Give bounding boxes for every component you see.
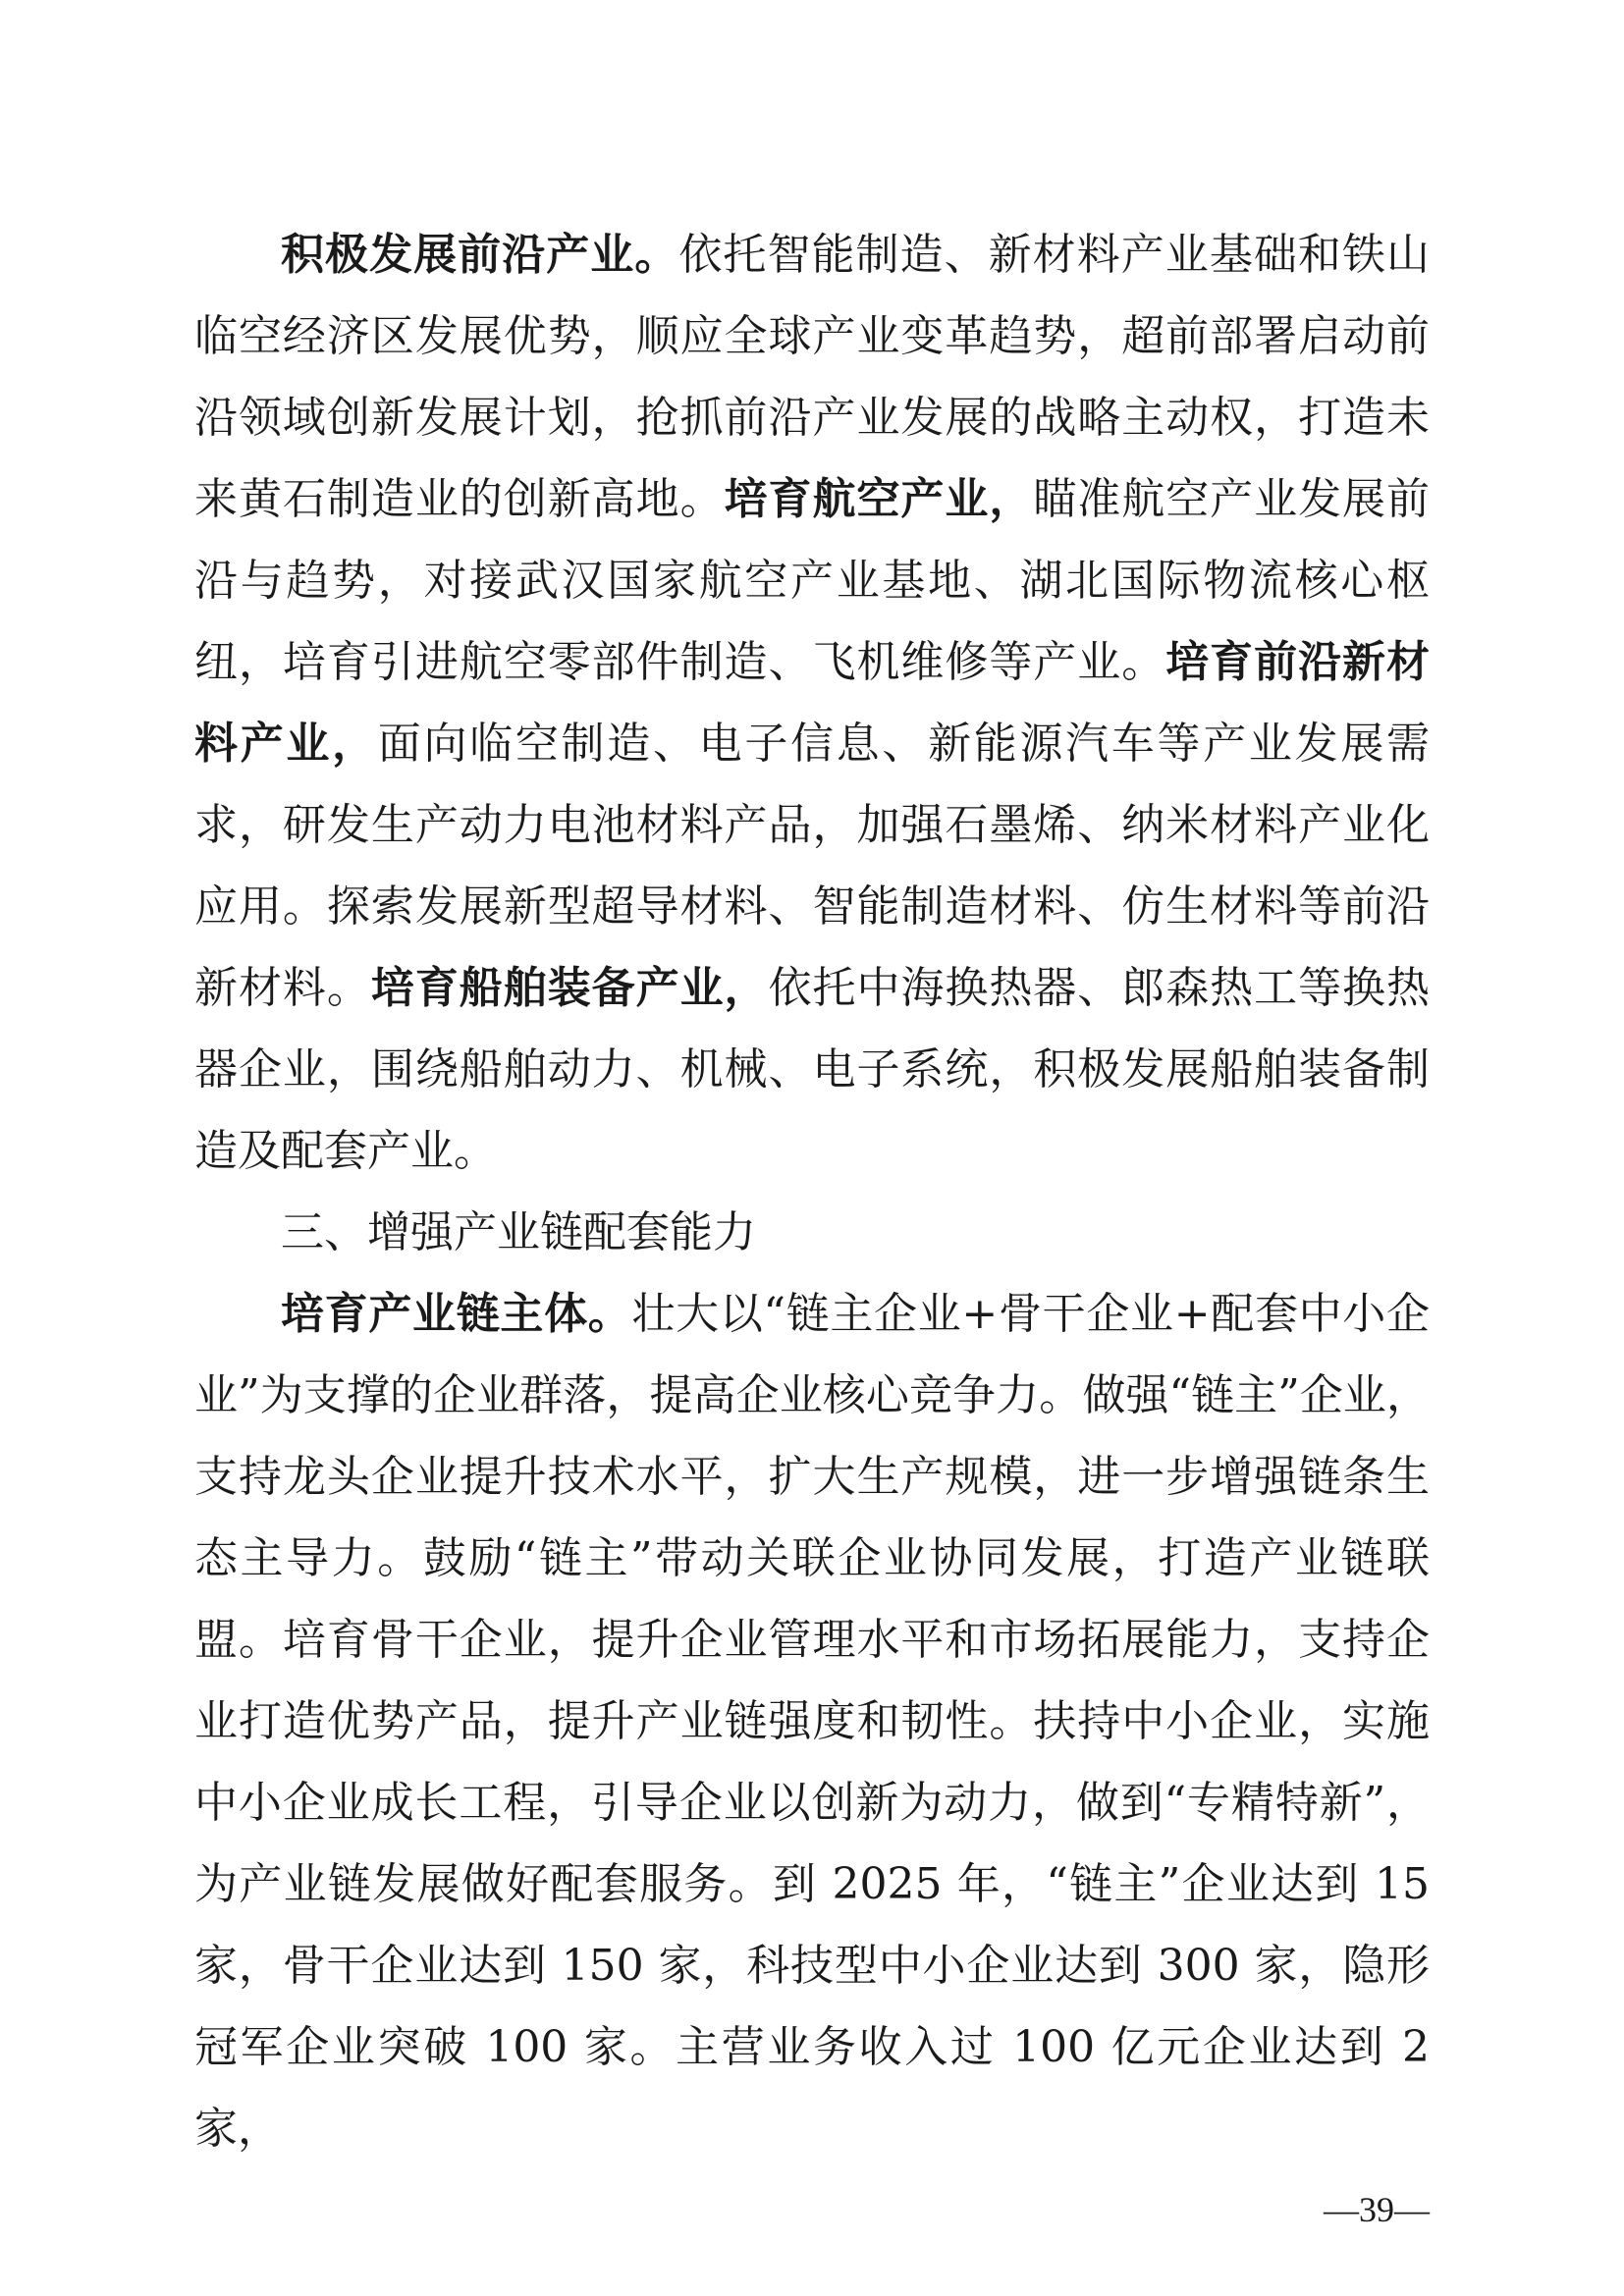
paragraph-text: 依托中海换热器、郎森热工等换热器企业，围绕船舶动力、机械、电子系统，积极发展船舶装备制造及配套产业。 (194, 963, 1431, 1176)
paragraph-text: 壮大以“链主企业+骨干企业+配套中小企业”为支撑的企业群落，提高企业核心竞争力。做强“链主”企业，支持龙头企业提升技术水平，扩大生产规模，进一步增强链条生态主导力。鼓励“链主”带动关联企业协同发展，打造产业链联盟。培育骨干企业，提升企业管理水平和市场拓展能力，支持企业打造优势产品，提升产业链强度和韧性。扶持中小企业，实施中小企业成长工程，引导企业以创新为动力，做到“专精特新”，为产业链发展做好配套服务。到 2025 年，“链主”企业达到 15 家，骨干企业达到 150 家，科技型中小企业达到 300 家，隐形冠军企业突破 100 家。主营业务收入过 100 亿元企业达到 2 家， (194, 1289, 1430, 2154)
paragraph-chain-entities (194, 1273, 1430, 2169)
paragraph-frontier-industries (194, 214, 1430, 1192)
lead-heading-chain: 培育产业链主体。 (281, 1289, 632, 1339)
bold-aviation: 培育航空产业， (724, 474, 1034, 524)
page-number: —39— (1324, 2190, 1430, 2229)
paragraph-text: 面向临空制造、电子信息、新能源汽车等产业发展需求，研发生产动力电池材料产品，加强石墨烯、纳米材料产业化应用。探索发展新型超导材料、智能制造材料、仿生材料等前沿新材料。 (194, 719, 1431, 1013)
paragraph-text: 瞄准航空产业发展前沿与趋势，对接武汉国家航空产业基地、湖北国际物流核心枢纽，培育引进航空零部件制造、飞机维修等产业。 (194, 474, 1431, 687)
paragraph-text: 依托智能制造、新材料产业基础和铁山临空经济区发展优势，顺应全球产业变革趋势，超前部署启动前沿领域创新发展计划，抢抓前沿产业发展的战略主动权，打造未来黄石制造业的创新高地。 (194, 230, 1430, 524)
section-heading: 三、增强产业链配套能力 (281, 1207, 756, 1257)
bold-new-materials: 培育前沿新材料产业， (194, 637, 1431, 769)
document-body (194, 214, 1430, 2169)
bold-ship-equipment: 培育船舶装备产业， (370, 963, 769, 1013)
lead-heading-frontier: 积极发展前沿产业。 (281, 230, 679, 280)
